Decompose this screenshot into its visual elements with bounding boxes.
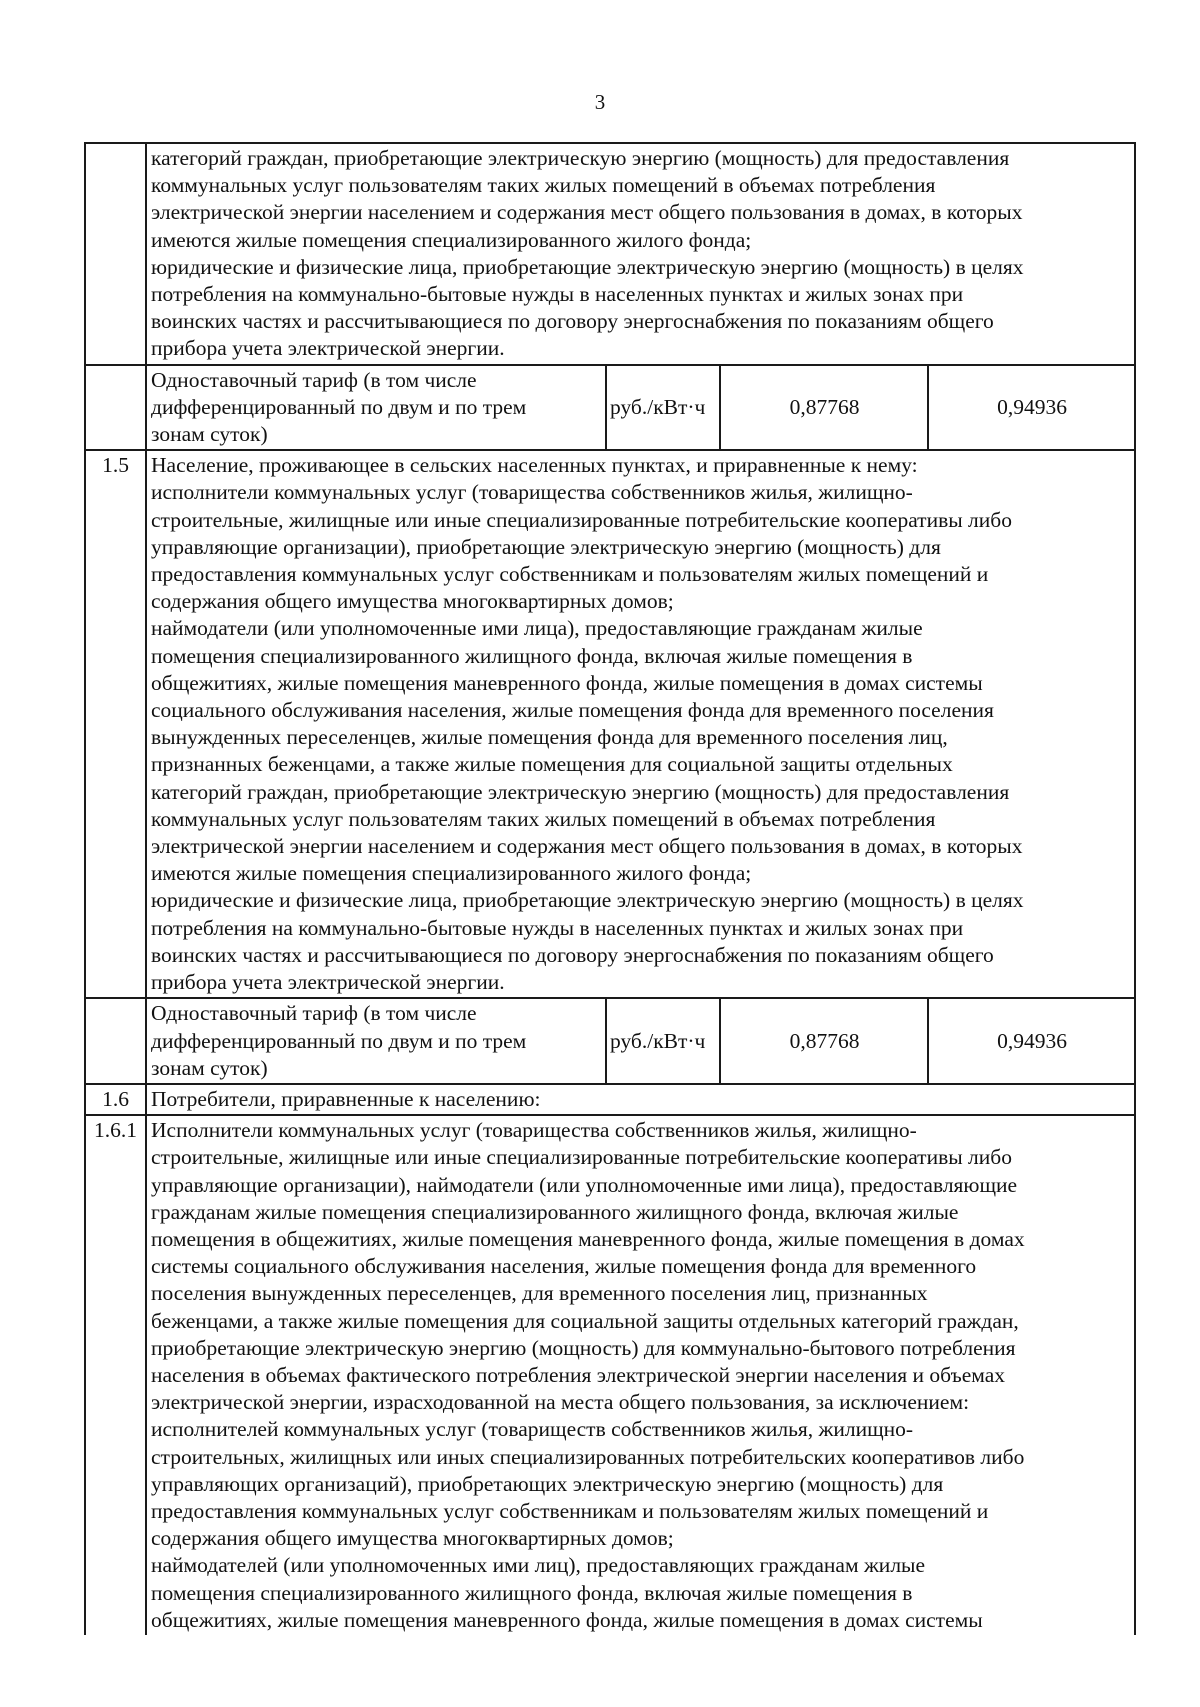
tariff-unit: руб./кВт·ч [606,998,720,1084]
tariff-value-first-half: 0,87768 [720,365,928,451]
table-row-tariff [85,998,1135,1084]
row-description: Население, проживающее в сельских населенных пунктах, и приравненные к нему: исполнители коммунальных услуг (товарищества собственников жилья, жилищно- строительные, жилищные или иные специализированные потребительские кооперативы либо управляющие организации), приобретающие электрическую энергию (мощность) для предоставления коммунальных услуг собственникам и пользователям жилых помещений и содержания общего имущества многоквартирных домов; наймодатели (или уполномоченные ими лица), предоставляющие гражданам жилые помещения специализированного жилищного фонда, включая жилые помещения в общежитиях, жилые помещения маневренного фонда, жилые помещения в домах системы социального обслуживания населения, жилые помещения фонда для временного поселения вынужденных переселенцев, жилые помещения фонда для временного поселения лиц, признанных беженцами, а также жилые помещения для социальной защиты отдельных категорий граждан, приобретающие электрическую энергию (мощность) для предоставления коммунальных услуг пользователям таких жилых помещений в объемах потребления электрической энергии населением и содержания мест общего пользования в домах, в которых имеются жилые помещения специализированного жилого фонда; юридические и физические лица, приобретающие электрическую энергию (мощность) в целях потребления на коммунально-бытовые нужды в населенных пунктах и жилых зонах при воинских частях и рассчитывающиеся по договору энергоснабжения по показаниям общего прибора учета электрической энергии. [146,450,1135,998]
row-number: 1.5 [85,450,146,998]
tariff-table [84,142,1136,1635]
row-number-cell [85,998,146,1084]
tariff-label: Одноставочный тариф (в том числе дифференцированный по двум и по трем зонам суток) [146,998,606,1084]
table-row-continuation [85,143,1135,365]
row-number-cell [85,143,146,365]
row-number: 1.6 [85,1084,146,1115]
row-number: 1.6.1 [85,1115,146,1635]
row-description: Потребители, приравненные к населению: [146,1084,1135,1115]
page-number: 3 [594,90,606,114]
tariff-label: Одноставочный тариф (в том числе дифференцированный по двум и по трем зонам суток) [146,365,606,451]
tariff-unit: руб./кВт·ч [606,365,720,451]
table-row-1-5 [85,450,1135,998]
row-description: Исполнители коммунальных услуг (товарищества собственников жилья, жилищно- строительные, жилищные или иные специализированные потребительские кооперативы либо управляющие организации), наймодатели (или уполномоченные ими лица), предоставляющие гражданам жилые помещения специализированного жилищного фонда, включая жилые помещения в общежитиях, жилые помещения маневренного фонда, жилые помещения в домах системы социального обслуживания населения, жилые помещения фонда для временного поселения вынужденных переселенцев, для временного поселения лиц, признанных беженцами, а также жилые помещения для социальной защиты отдельных категорий граждан, приобретающие электрическую энергию (мощность) для коммунально-бытового потребления населения в объемах фактического потребления электрической энергии населения и объемах электрической энергии, израсходованной на места общего пользования, за исключением: исполнителей коммунальных услуг (товариществ собственников жилья, жилищно- строительных, жилищных или иных специализированных потребительских кооперативов либо управляющих организаций), приобретающих электрическую энергию (мощность) для предоставления коммунальных услуг собственникам и пользователям жилых помещений и содержания общего имущества многоквартирных домов; наймодателей (или уполномоченных ими лиц), предоставляющих гражданам жилые помещения специализированного жилищного фонда, включая жилые помещения в общежитиях, жилые помещения маневренного фонда, жилые помещения в домах системы [146,1115,1135,1635]
table-row-1-6-1 [85,1115,1135,1635]
table-row-1-6 [85,1084,1135,1115]
row-number-cell [85,365,146,451]
tariff-value-second-half: 0,94936 [928,365,1135,451]
tariff-value-first-half: 0,87768 [720,998,928,1084]
table-row-tariff [85,365,1135,451]
row-description: категорий граждан, приобретающие электрическую энергию (мощность) для предоставления коммунальных услуг пользователям таких жилых помещений в объемах потребления электрической энергии населением и содержания мест общего пользования в домах, в которых имеются жилые помещения специализированного жилого фонда; юридические и физические лица, приобретающие электрическую энергию (мощность) в целях потребления на коммунально-бытовые нужды в населенных пунктах и жилых зонах при воинских частях и рассчитывающиеся по договору энергоснабжения по показаниям общего прибора учета электрической энергии. [146,143,1135,365]
tariff-value-second-half: 0,94936 [928,998,1135,1084]
